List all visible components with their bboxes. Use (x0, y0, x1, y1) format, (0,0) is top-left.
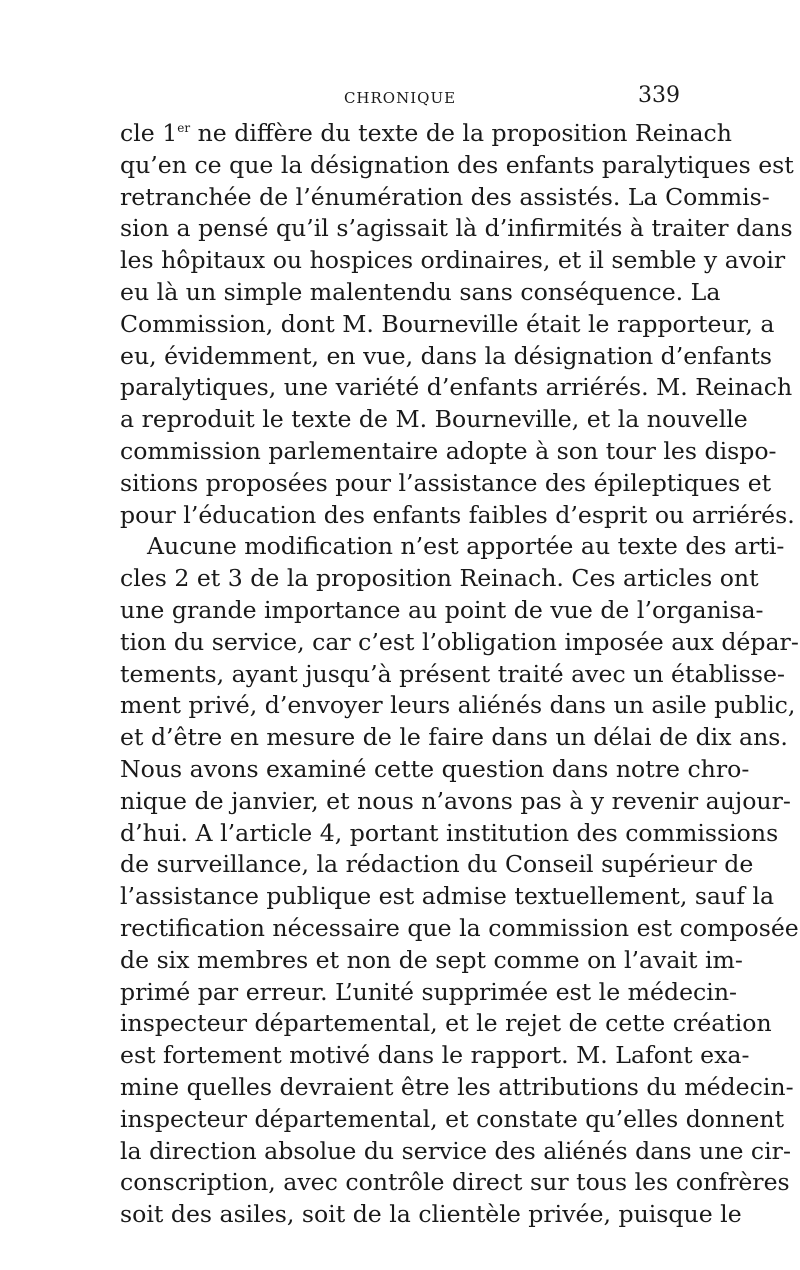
text-line: conscription, avec contrôle direct sur tous les confrères (120, 1168, 790, 1197)
text-line: qu’en ce que la désignation des enfants paralytiques est (120, 150, 794, 179)
text-line: nique de janvier, et nous n’avons pas à y revenir aujour- (120, 786, 791, 815)
text-line: d’hui. A l’article 4, portant institution des commissions (120, 818, 779, 847)
text-line: retranchée de l’énumération des assistés. La Commis- (120, 182, 770, 211)
text-line: cles 2 et 3 de la proposition Reinach. Ces articles ont (120, 564, 759, 593)
text-line: mine quelles devraient être les attributions du médecin- (120, 1072, 794, 1101)
text-line: primé par erreur. L’unité supprimée est le médecin- (120, 977, 737, 1006)
page-number: 339 (638, 83, 680, 108)
text-line: et d’être en mesure de le faire dans un délai de dix ans. (120, 723, 788, 752)
text-line: inspecteur départemental, et constate qu’elles donnent (120, 1104, 785, 1133)
text-line: tements, ayant jusqu’à présent traité avec un établisse- (120, 659, 785, 688)
body-text (120, 118, 799, 1231)
text-line: Aucune modification n’est apportée au texte des arti- (147, 532, 785, 561)
text-line: sion a pensé qu’il s’agissait là d’infirmités à traiter dans (120, 214, 793, 243)
text-line: Nous avons examiné cette question dans notre chro- (120, 754, 750, 783)
text-line: de six membres et non de sept comme on l’avait im- (120, 945, 743, 974)
text-line: sitions proposées pour l’assistance des épileptiques et (120, 468, 772, 497)
running-head: CHRONIQUE (343, 89, 457, 107)
text-line: une grande importance au point de vue de l’organisa- (120, 595, 764, 624)
text-line: commission parlementaire adopte à son tour les dispo- (120, 436, 777, 465)
text-line: paralytiques, une variété d’enfants arriérés. M. Reinach (120, 373, 793, 402)
text-line: Commission, dont M. Bourneville était le rapporteur, a (120, 309, 775, 338)
text-line: ment privé, d’envoyer leurs aliénés dans un asile public, (120, 691, 796, 720)
text-line: cle 1er ne diffère du texte de la proposition Reinach (120, 119, 732, 147)
text-line: de surveillance, la rédaction du Conseil supérieur de (120, 850, 754, 879)
text-line: rectification nécessaire que la commission est composée (120, 913, 799, 942)
text-line: soit des asiles, soit de la clientèle privée, puisque le (120, 1200, 742, 1229)
text-line: l’assistance publique est admise textuellement, sauf la (120, 882, 775, 911)
page-header (120, 83, 680, 113)
text-line: eu là un simple malentendu sans conséquence. La (120, 277, 721, 306)
text-line: est fortement motivé dans le rapport. M. Lafont exa- (120, 1041, 750, 1070)
text-line: a reproduit le texte de M. Bourneville, et la nouvelle (120, 405, 748, 434)
text-line: la direction absolue du service des aliénés dans une cir- (120, 1136, 791, 1165)
text-line: inspecteur départemental, et le rejet de cette création (120, 1009, 772, 1038)
text-line: eu, évidemment, en vue, dans la désignation d’enfants (120, 341, 773, 370)
text-line: tion du service, car c’est l’obligation imposée aux dépar- (120, 627, 799, 656)
text-line: les hôpitaux ou hospices ordinaires, et il semble y avoir (120, 246, 786, 275)
text-line: pour l’éducation des enfants faibles d’esprit ou arriérés. (120, 500, 795, 529)
